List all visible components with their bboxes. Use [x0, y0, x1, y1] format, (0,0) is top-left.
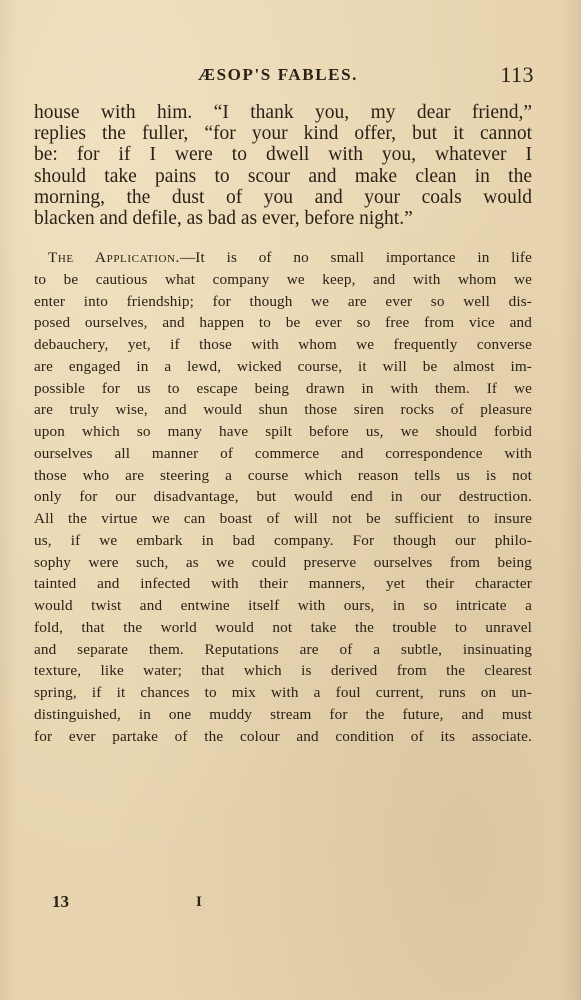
application-line: are engaged in a lewd, wicked course, it will be almost im-	[34, 357, 532, 375]
application-line: ourselves all manner of commerce and correspondence with	[34, 444, 532, 462]
application-first-line	[34, 247, 532, 269]
application-line: fold, that the world would not take the trouble to unravel	[34, 618, 532, 636]
signature-letter: I	[196, 894, 202, 910]
application-line: tainted and infected with their manners, yet their character	[34, 575, 532, 593]
text-line: should take pains to scour and make clean in the	[34, 165, 532, 187]
application-line: spring, if it chances to mix with a foul current, runs on un-	[34, 684, 532, 701]
application-line: sophy were such, as we could preserve ourselves from being	[34, 553, 532, 571]
running-title: ÆSOP'S FABLES.	[198, 65, 359, 84]
application-line: are truly wise, and would shun those siren rocks of pleasure	[34, 401, 532, 419]
application-line: us, if we embark in bad company. For though our philo-	[34, 531, 532, 549]
application-paragraph	[34, 247, 532, 747]
running-head	[34, 62, 534, 90]
application-label: The Application.	[48, 249, 180, 266]
application-line: texture, like water; that which is derived from the clearest	[34, 662, 532, 680]
fable-text	[34, 102, 532, 229]
application-line: and separate them. Reputations are of a subtle, insinuating	[34, 640, 532, 658]
application-line: distinguished, in one muddy stream for the future, and must	[34, 705, 532, 723]
application-line: debauchery, yet, if those with whom we frequently converse	[34, 336, 532, 353]
application-line: posed ourselves, and happen to be ever so free from vice and	[34, 314, 532, 332]
application-line: possible for us to escape being drawn in with them. If we	[34, 379, 532, 397]
application-first-line-text: —It is of no small importance in life	[179, 249, 532, 266]
text-line: blacken and defile, as bad as ever, before night.”	[34, 207, 413, 229]
text-line: replies the fuller, “for your kind offer, but it cannot	[34, 123, 532, 145]
application-line: those who are steering a course which reason tells us is not	[34, 466, 532, 484]
application-line: for ever partake of the colour and condition of its associate.	[34, 727, 532, 745]
page-number: 113	[500, 62, 534, 87]
text-line: house with him. “I thank you, my dear friend,”	[34, 102, 532, 123]
application-line: only for our disadvantage, but would end in our destruction.	[34, 488, 532, 506]
application-line: All the virtue we can boast of will not be sufficient to insure	[34, 510, 532, 527]
text-line: morning, the dust of you and your coals would	[34, 186, 532, 208]
application-line: would twist and entwine itself with ours, in so intricate a	[34, 597, 532, 614]
application-line: to be cautious what company we keep, and with whom we	[34, 270, 532, 288]
application-line: enter into friendship; for though we are ever so well dis-	[34, 292, 532, 310]
text-line: be: for if I were to dwell with you, whatever I	[34, 144, 532, 166]
signature-number: 13	[52, 892, 69, 911]
application-line: upon which so many have spilt before us, we should forbid	[34, 423, 532, 440]
